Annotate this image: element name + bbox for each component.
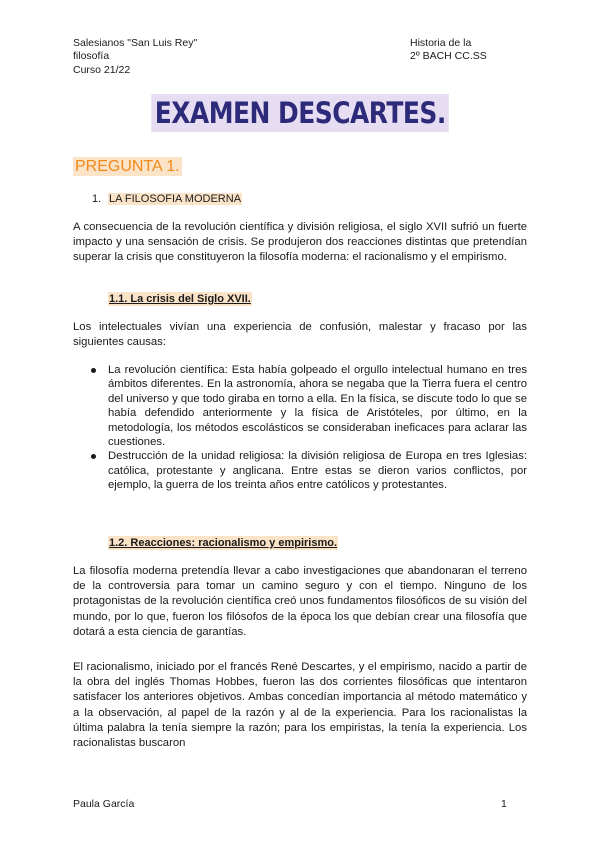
header-right bbox=[410, 37, 487, 64]
bullet-icon bbox=[91, 368, 96, 373]
section-label: LA FILOSOFIA MODERNA bbox=[109, 193, 242, 205]
causes-paragraph: Los intelectuales vivían una experiencia de confusión, malestar y fracaso por las siguientes causas: bbox=[73, 321, 527, 349]
page-number: 1 bbox=[501, 798, 507, 810]
subject-name: filosofía bbox=[73, 50, 110, 63]
causes-list bbox=[91, 363, 527, 493]
section-number: 1. bbox=[92, 193, 102, 205]
subheading-reactions: 1.2. Reacciones: racionalismo y empirismo. bbox=[109, 537, 338, 549]
list-item bbox=[91, 449, 527, 492]
header-left bbox=[73, 37, 197, 77]
question-heading: PREGUNTA 1. bbox=[75, 158, 180, 175]
bullet-icon bbox=[91, 454, 96, 459]
footer-author: Paula García bbox=[73, 798, 135, 810]
subheading-crisis: 1.1. La crisis del Siglo XVII. bbox=[109, 293, 251, 305]
course-year: Curso 21/22 bbox=[73, 63, 131, 76]
page-title: EXAMEN DESCARTES. bbox=[151, 94, 449, 132]
list-item-text: La revolución científica: Esta había golpeado el orgullo intelectual humano en tres ámbitos diferentes. En la astronomía, ahora se negaba que la Tierra fuera el centro del universo y que todo giraba en torno a ella. En la física, se discute todo lo que se había defendido anteriormente y la física de Aristóteles, por último, en la metodología, los métodos escolásticos se consideraban ineficaces para aclarar las cuestiones. bbox=[108, 364, 527, 449]
intro-paragraph: A consecuencia de la revolución científica y división religiosa, el siglo XVII sufrió un fuerte impacto y una sensación de crisis. Se produjeron dos reacciones distintas que pretendían superar la crisis que constituyeron la filosofía moderna: el racionalismo y el empirismo. bbox=[73, 221, 527, 264]
list-item-text: Destrucción de la unidad religiosa: la división religiosa de Europa en tres Iglesias: católica, protestante y anglicana. Entre estas se dieron varios conflictos, por ejemplo, la guerra de los treinta años entre católicos y protestantes. bbox=[108, 450, 527, 492]
list-item bbox=[91, 363, 527, 449]
section-heading bbox=[92, 192, 242, 206]
modern-philosophy-paragraph: La filosofía moderna pretendía llevar a cabo investigaciones que abandonaran el terreno de la controversia para tomar un camino seguro y con el tiempo. Ninguno de los protagonistas de la revolución científica creó unos fundamentos filosóficos de su visión del mundo, por lo que, fueron los filósofos de la época los que debían crear una filosofía que dotará a esta ciencia de garantías. bbox=[73, 565, 527, 638]
school-name: Salesianos "San Luis Rey" bbox=[73, 37, 198, 49]
rationalism-paragraph: El racionalismo, iniciado por el francés René Descartes, y el empirismo, nacido a partir de la obra del inglés Thomas Hobbes, fueron las dos corrientes filosóficas que intentaron satisfacer los anteriores objetivos. Ambas concedían importancia al método matemático y a la observación, al papel de la razón y al de la experiencia. Para los racionalistas la última palabra la tenía siempre la razón; para los empiristas, la tenía la experiencia. Los racionalistas buscaron bbox=[73, 661, 527, 750]
subject-history: Historia de la bbox=[410, 37, 472, 49]
grade-level: 2º BACH CC.SS bbox=[410, 50, 487, 63]
page-title-wrap bbox=[0, 94, 600, 132]
